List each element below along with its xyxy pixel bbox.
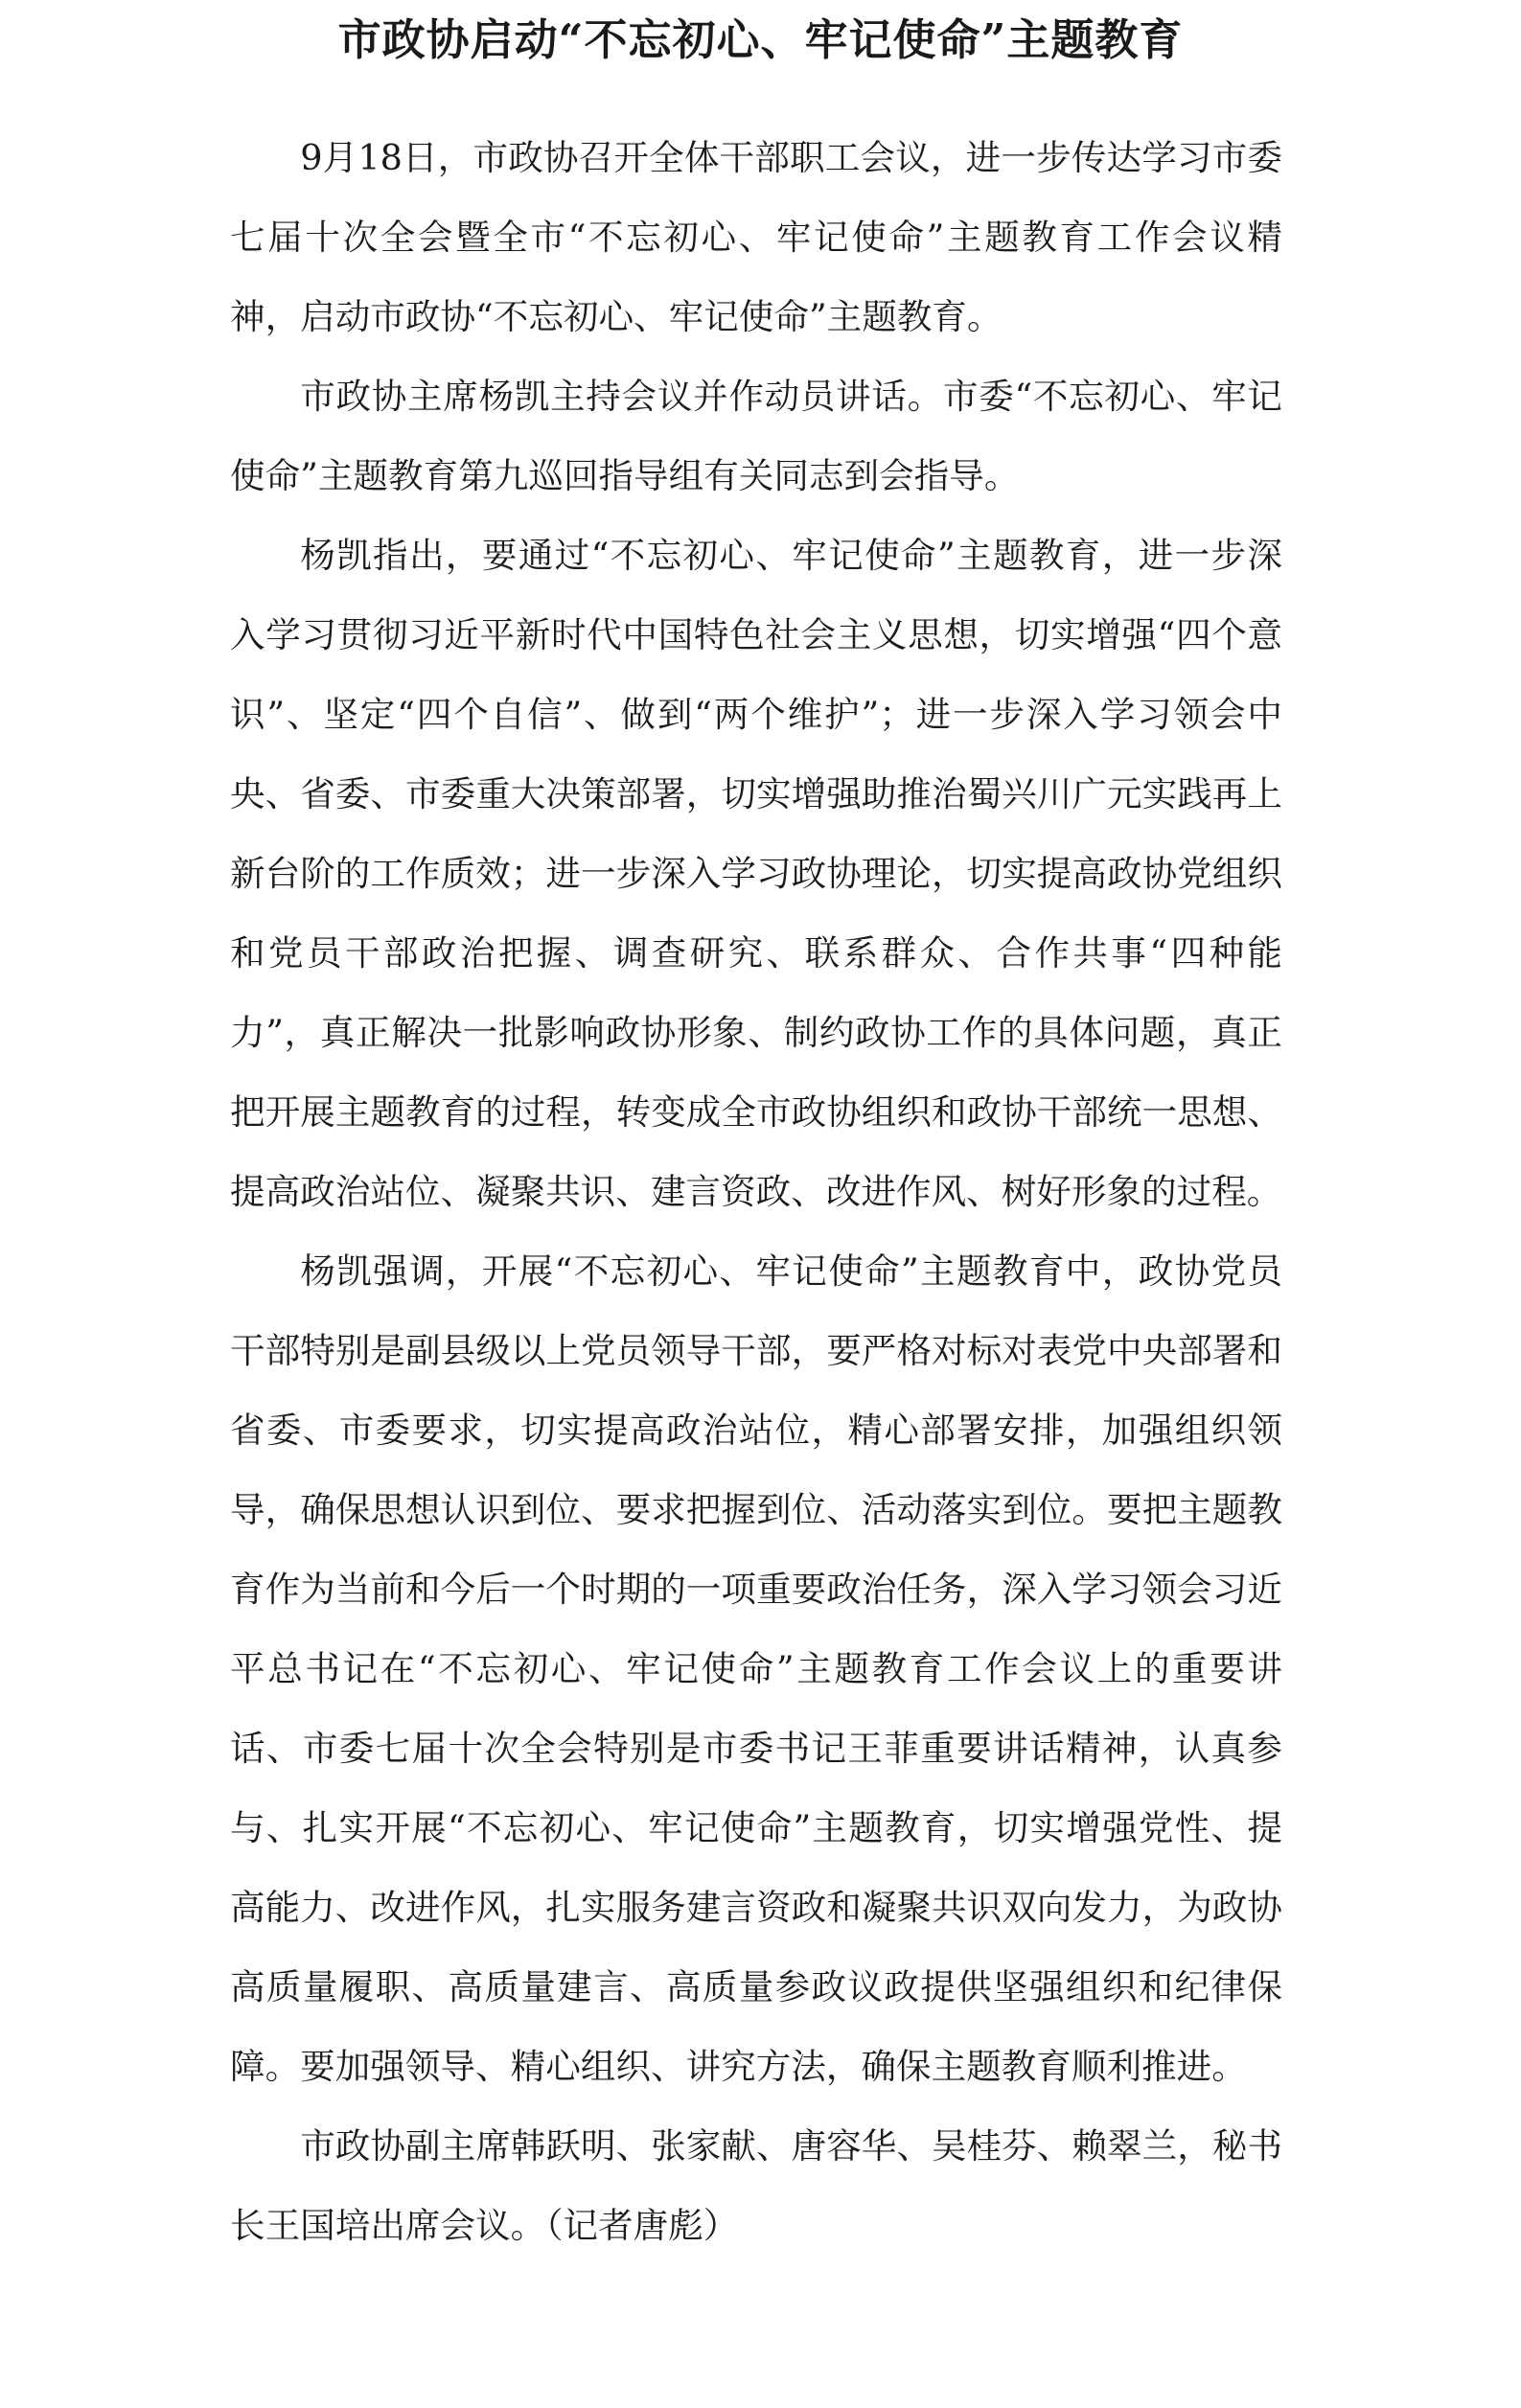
paragraph-meeting-overview: 9月18日，市政协召开全体干部职工会议，进一步传达学习市委七届十次全会暨全市“不忘初心、牢记使命”主题教育工作会议精神，启动市政协“不忘初心、牢记使命”主题教育。 <box>230 137 1282 337</box>
article-title: 市政协启动“不忘初心、牢记使命”主题教育 <box>337 14 1184 65</box>
paragraph-attendees: 市政协副主席韩跃明、张家献、唐容华、吴桂芬、赖翠兰，秘书长王国培出席会议。（记者唐彪） <box>230 2125 1282 2246</box>
paragraph-chair-presides: 市政协主席杨凯主持会议并作动员讲话。市委“不忘初心、牢记使命”主题教育第九巡回指导组有关同志到会指导。 <box>230 376 1282 496</box>
article-body <box>230 118 1282 2265</box>
paragraph-yang-kai-emphasis: 杨凯强调，开展“不忘初心、牢记使命”主题教育中，政协党员干部特别是副县级以上党员领导干部，要严格对标对表党中央部署和省委、市委要求，切实提高政治站位，精心部署安排，加强组织领导，确保思想认识到位、要求把握到位、活动落实到位。要把主题教育作为当前和今后一个时期的一项重要政治任务，深入学习领会习近平总书记在“不忘初心、牢记使命”主题教育工作会议上的重要讲话、市委七届十次全会特别是市委书记王菲重要讲话精神，认真参与、扎实开展“不忘初心、牢记使命”主题教育，切实增强党性、提高能力、改进作风，扎实服务建言资政和凝聚共识双向发力，为政协高质量履职、高质量建言、高质量参政议政提供坚强组织和纪律保障。要加强领导、精心组织、讲究方法，确保主题教育顺利推进。 <box>230 1250 1282 2087</box>
paragraph-yang-kai-points: 杨凯指出，要通过“不忘初心、牢记使命”主题教育，进一步深入学习贯彻习近平新时代中国特色社会主义思想，切实增强“四个意识”、坚定“四个自信”、做到“两个维护”；进一步深入学习领会中央、省委、市委重大决策部署，切实增强助推治蜀兴川广元实践再上新台阶的工作质效；进一步深入学习政协理论，切实提高政协党组织和党员干部政治把握、调查研究、联系群众、合作共事“四种能力”，真正解决一批影响政协形象、制约政协工作的具体问题，真正把开展主题教育的过程，转变成全市政协组织和政协干部统一思想、提高政治站位、凝聚共识、建言资政、改进作风、树好形象的过程。 <box>230 535 1282 1212</box>
